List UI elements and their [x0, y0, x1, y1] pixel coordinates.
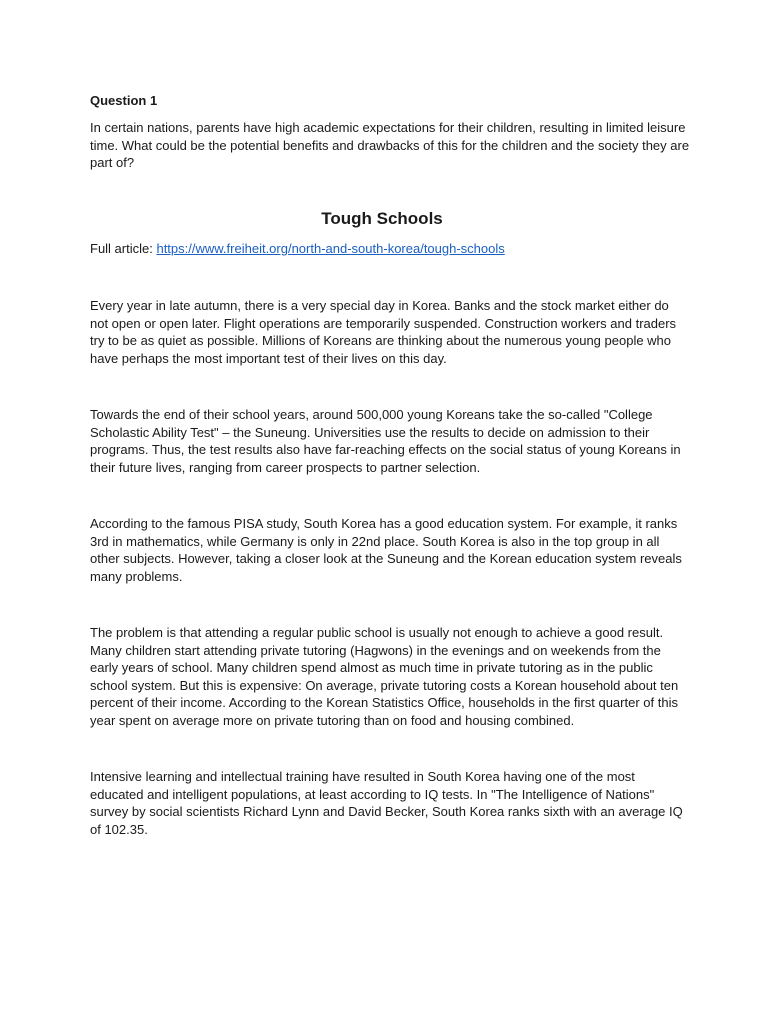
- paragraph-3: According to the famous PISA study, South Korea has a good education system. For example, it ranks 3rd in mathematics, while Germany is only in 22nd place. South Korea is also in the top group in all other subjects. However, taking a closer look at the Suneung and the Korean education system reveals many problems.: [90, 516, 682, 584]
- article-title: Tough Schools: [321, 208, 443, 228]
- paragraph-5: Intensive learning and intellectual training have resulted in South Korea having one of the most educated and intelligent populations, at least according to IQ tests. In "The Intelligence of Nations" survey by social scientists Richard Lynn and David Becker, South Korea ranks sixth with an average IQ of 102.35.: [90, 769, 683, 837]
- full-article-prefix: Full article:: [90, 240, 157, 256]
- article-link[interactable]: https://www.freiheit.org/north-and-south-korea/tough-schools: [156, 240, 505, 256]
- paragraph-1: Every year in late autumn, there is a very special day in Korea. Banks and the stock market either do not open or open later. Flight operations are temporarily suspended. Construction workers and traders try to be as quiet as possible. Millions of Koreans are thinking about the numerous young people who have perhaps the most important test of their lives on this day.: [90, 298, 677, 366]
- question-label: Question 1: [90, 93, 158, 108]
- paragraph-2: Towards the end of their school years, around 500,000 young Koreans take the so-called "College Scholastic Ability Test" – the Suneung. Universities use the results to decide on admission to their programs. Thus, the test results also have far-reaching effects on the social status of young Koreans in their future lives, ranging from career prospects to partner selection.: [90, 407, 681, 475]
- question-text: In certain nations, parents have high academic expectations for their children, resulting in limited leisure time. What could be the potential benefits and drawbacks of this for the children and the society they are part of?: [90, 120, 690, 170]
- paragraph-4: The problem is that attending a regular public school is usually not enough to achieve a good result. Many children start attending private tutoring (Hagwons) in the evenings and on weekends from the early years of school. Many children spend almost as much time in private tutoring as in the public school system. But this is expensive: On average, private tutoring costs a Korean household about ten percent of their income. According to the Korean Statistics Office, households in the first quarter of this year spent on average more on private tutoring than on food and housing combined.: [90, 625, 679, 728]
- full-article-line: [90, 240, 690, 258]
- document-page: [90, 92, 690, 838]
